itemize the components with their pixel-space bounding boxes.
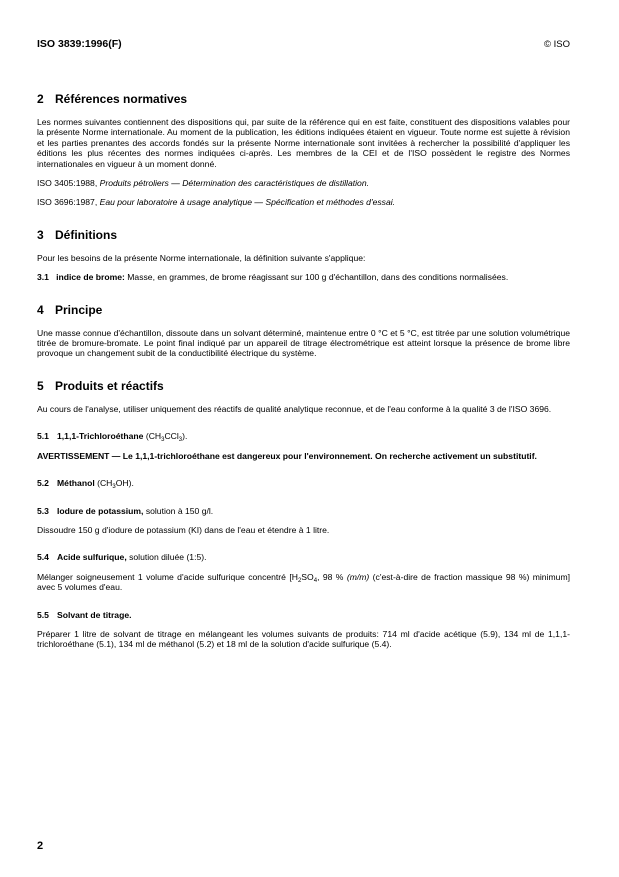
section-definitions: [37, 228, 570, 283]
section-heading: 3 Définitions: [37, 227, 117, 242]
document-id: ISO 3839:1996(F): [37, 38, 122, 50]
paragraph: Mélanger soigneusement 1 volume d'acide sulfurique concentré [$H_2SO_4$, 98 % (m/m) (c'est-à-dire de fraction massique 98 %) minimum] avec 5 volumes d'eau.: [37, 571, 570, 593]
reagent-item: 5.5 Solvant de titrage.: [37, 609, 132, 620]
paragraph: Pour les besoins de la présente Norme internationale, la définition suivante s'applique:: [37, 252, 366, 263]
section-principle: [37, 303, 570, 359]
paragraph: Une masse connue d'échantillon, dissoute dans un solvant déterminé, maintenue entre 0 °C et 5 °C, est titrée par une solution volumétrique titrée de bromure-bromate. Le point final indiqué par un appareil de titrage électrométrique est atteint lorsque la présence de brome libre provoque un changement subit de la conductibilité électrique du système.: [37, 327, 570, 359]
section-normative-references: [37, 92, 570, 208]
section-reagents: [37, 379, 570, 650]
reagent-item: 5.4 Acide sulfurique, solution diluée (1:5).: [37, 552, 207, 563]
paragraph: Les normes suivantes contiennent des dispositions qui, par suite de la référence qui en est faite, constituent des dispositions valables pour la présente Norme internationale. Au moment de la publication, les éditions indiquées étaient en vigueur. Toute norme est sujette à révision et les parties prenantes des accords fondés sur la présente Norme internationale sont invitées à rechercher la possibilité d'appliquer les éditions les plus récentes des normes indiquées ci-après. Les membres de la CEI et de l'ISO possèdent le registre des Normes internationales en vigueur à un moment donné.: [37, 117, 570, 169]
section-heading: 5 Produits et réactifs: [37, 378, 164, 393]
paragraph: Préparer 1 litre de solvant de titrage en mélangeant les volumes suivants de produits: 714 ml d'acide acétique (5.9), 134 ml de 1,1,1-trichloroéthane (5.1), 134 ml de méthanol (5.2) et 18 ml de la solution d'acide sulfurique (5.4).: [37, 628, 570, 650]
paragraph: Dissoudre 150 g d'iodure de potassium (KI) dans de l'eau et étendre à 1 litre.: [37, 524, 330, 535]
definition: 3.1 indice de brome: Masse, en grammes, de brome réagissant sur 100 g d'échantillon, dans des conditions normalisées.: [37, 272, 509, 283]
reagent-item: 5.1 1,1,1-Trichloroéthane $(CH_3CCl_3)$.: [37, 431, 188, 444]
copyright-notice: © ISO: [543, 39, 570, 50]
paragraph: Au cours de l'analyse, utiliser uniquement des réactifs de qualité analytique reconnue, et de l'eau conforme à la qualité 3 de l'ISO 3696.: [37, 403, 552, 414]
reagent-item: 5.2 Méthanol $(CH_3OH)$.: [37, 478, 134, 491]
reference-item: ISO 3405:1988, Produits pétroliers — Détermination des caractéristiques de distillation.: [37, 178, 369, 189]
page-number: 2: [37, 840, 44, 852]
page-content: [37, 92, 570, 670]
reference-item: ISO 3696:1987, Eau pour laboratoire à usage analytique — Spécification et méthodes d'essai.: [37, 197, 396, 208]
section-heading: 2 Références normatives: [37, 92, 188, 106]
warning-notice: AVERTISSEMENT — Le 1,1,1-trichloroéthane est dangereux pour l'environnement. On recherche activement un substitutif.: [37, 450, 537, 461]
reagent-item: 5.3 Iodure de potassium, solution à 150 g/l.: [37, 505, 214, 516]
section-heading: 4 Principe: [37, 302, 103, 317]
